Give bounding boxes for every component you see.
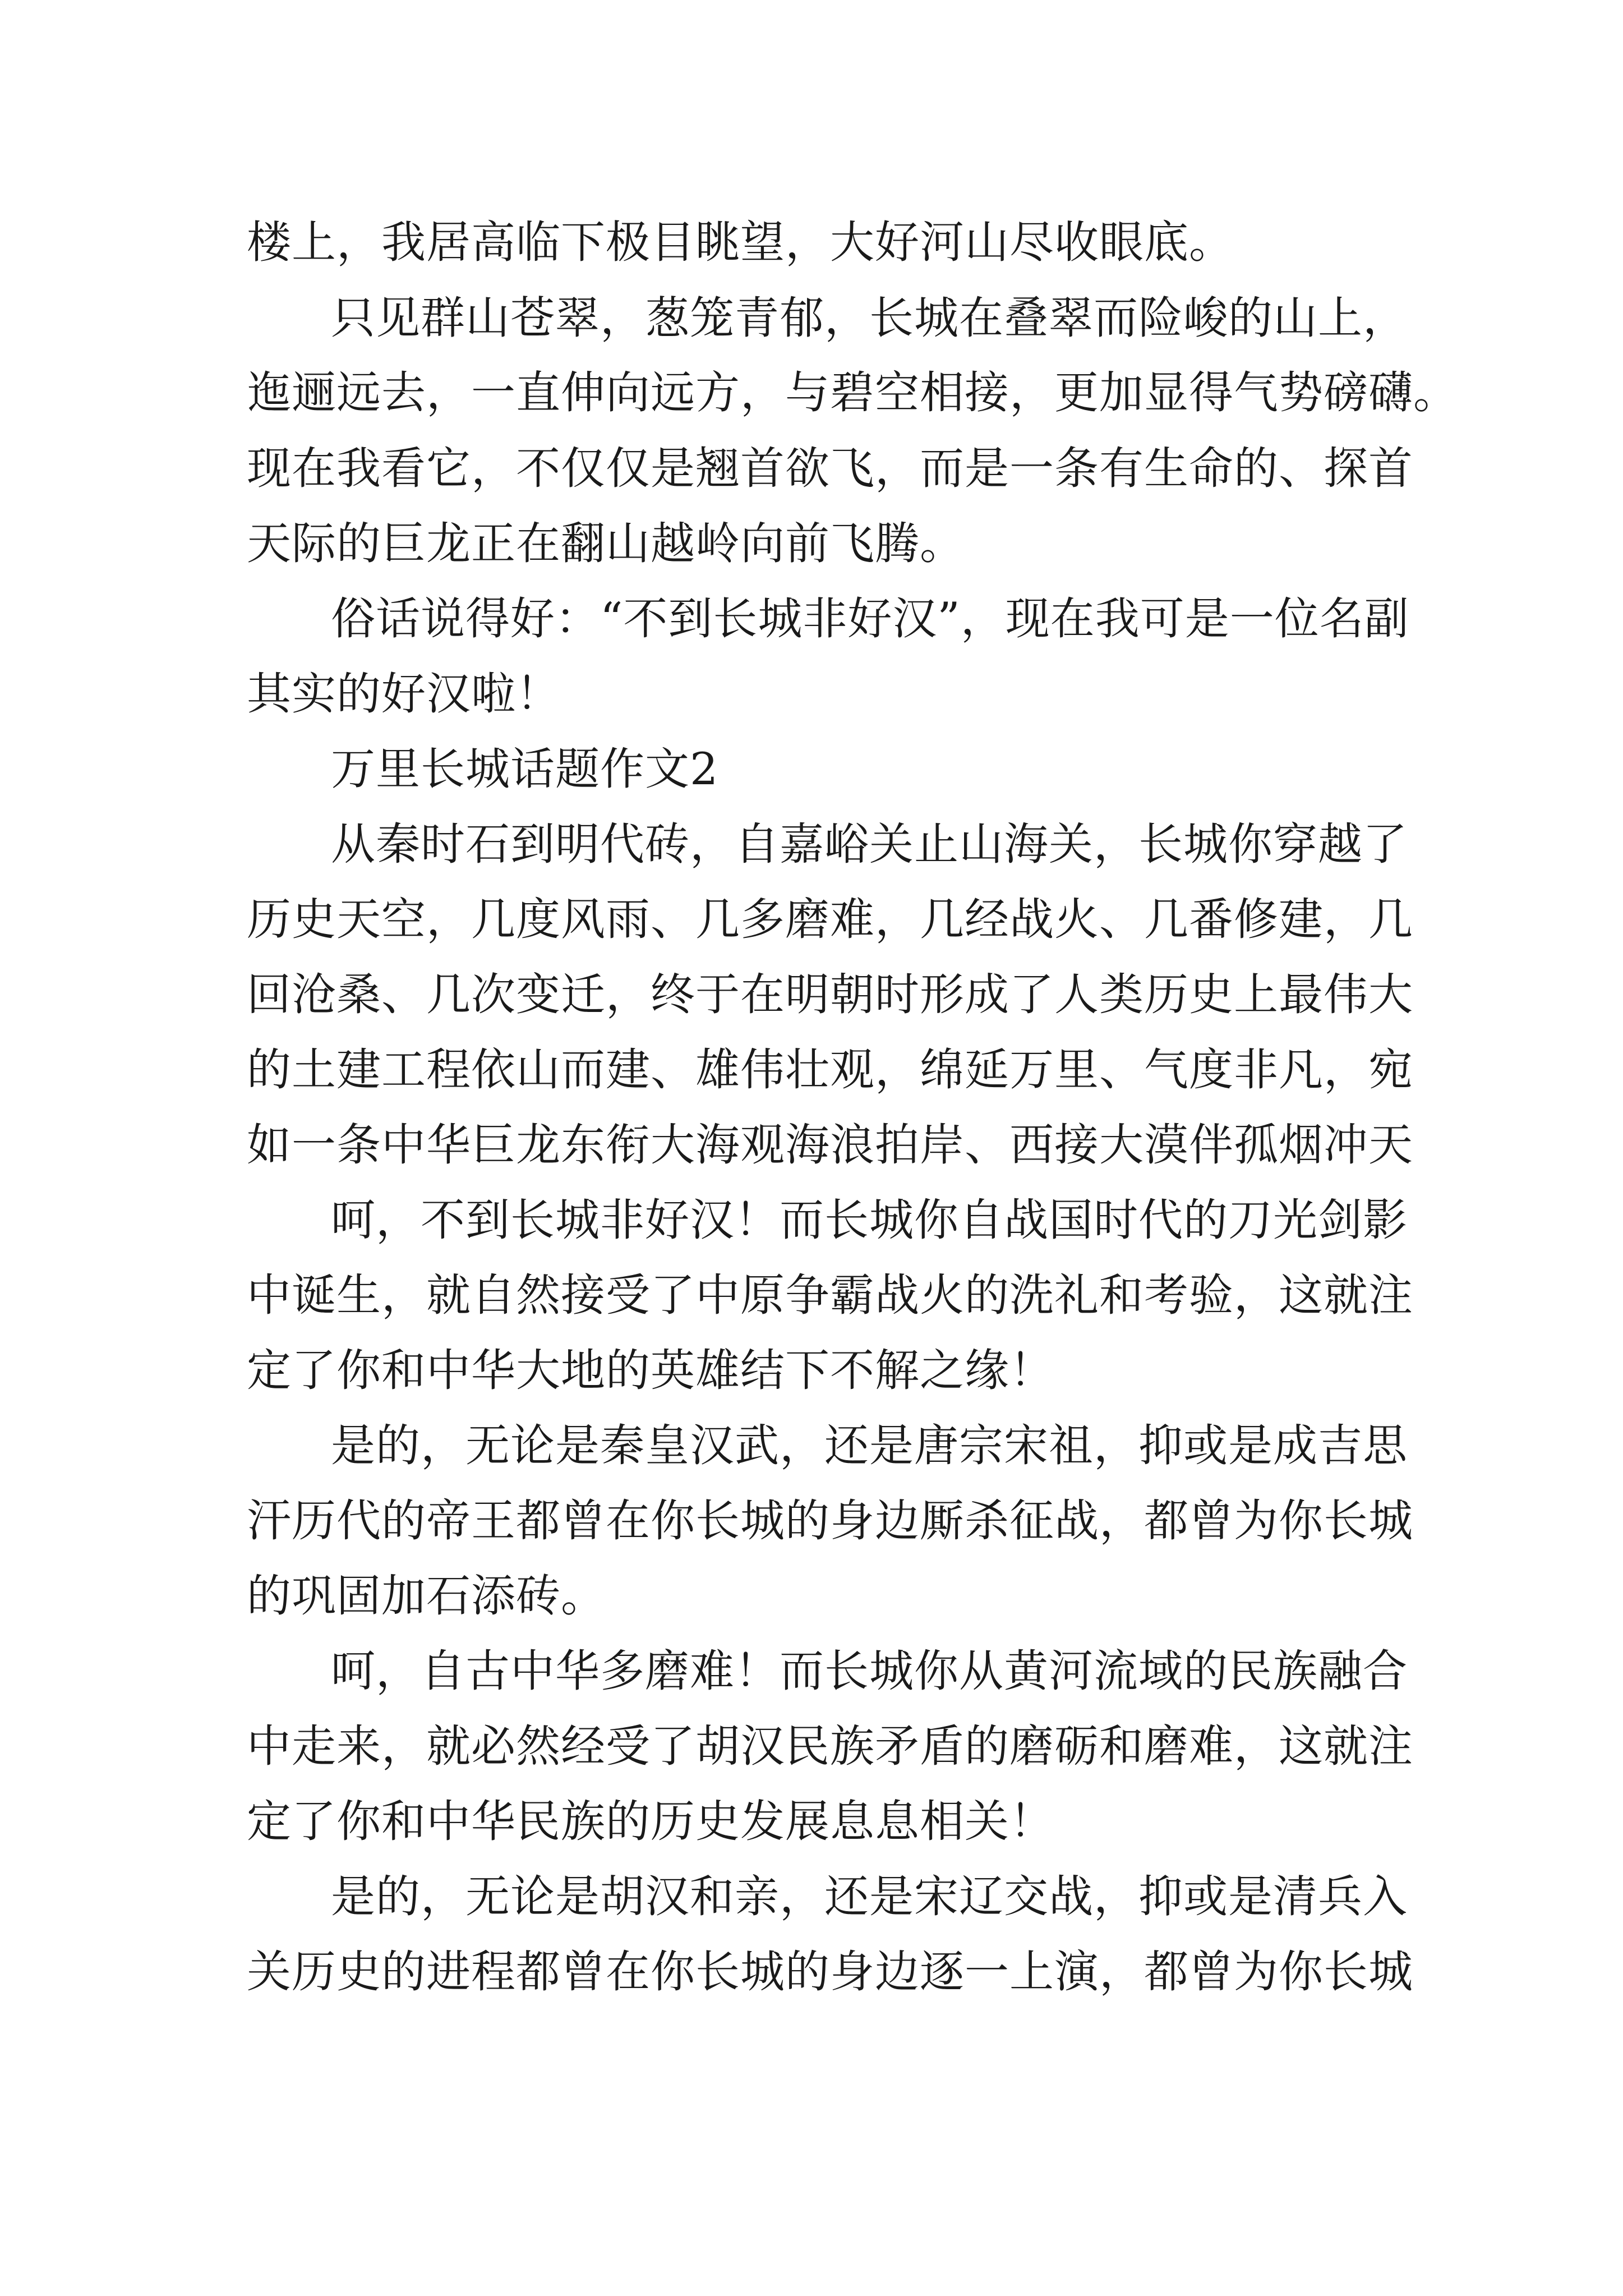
text-line: 的土建工程依山而建、雄伟壮观，绵延万里、气度非凡，宛 <box>247 1044 1413 1096</box>
text-line: 定了你和中华民族的历史发展息息相关！ <box>247 1796 1054 1847</box>
text-line: 历史天空，几度风雨、几多磨难，几经战火、几番修建，几 <box>247 894 1413 945</box>
text-line: 是的，无论是秦皇汉武，还是唐宗宋祖，抑或是成吉思 <box>331 1420 1408 1471</box>
text-line: 关历史的进程都曾在你长城的身边逐一上演，都曾为你长城 <box>247 1946 1413 1998</box>
text-line: 迤逦远去，一直伸向远方，与碧空相接，更加显得气势磅礴。 <box>247 367 1458 418</box>
text-line: 呵，不到长城非好汉！而长城你自战国时代的刀光剑影 <box>331 1194 1408 1246</box>
text-line: 中走来，就必然经受了胡汉民族矛盾的磨砺和磨难，这就注 <box>247 1720 1413 1772</box>
text-line: 现在我看它，不仅仅是翘首欲飞，而是一条有生命的、探首 <box>247 443 1413 494</box>
text-line: 楼上，我居高临下极目眺望，大好河山尽收眼底。 <box>247 217 1234 268</box>
text-line: 其实的好汉啦！ <box>247 668 561 720</box>
text-line: 从秦时石到明代砖，自嘉峪关止山海关，长城你穿越了 <box>331 818 1408 870</box>
text-line: 汗历代的帝王都曾在你长城的身边厮杀征战，都曾为你长城 <box>247 1495 1413 1547</box>
text-line: 回沧桑、几次变迁，终于在明朝时形成了人类历史上最伟大 <box>247 969 1413 1020</box>
text-line: 只见群山苍翠，葱笼青郁，长城在叠翠而险峻的山上， <box>331 292 1408 344</box>
text-line: 是的，无论是胡汉和亲，还是宋辽交战，抑或是清兵入 <box>331 1871 1408 1922</box>
text-line: 的巩固加石添砖。 <box>247 1570 606 1622</box>
text-line: 俗话说得好：“不到长城非好汉”，现在我可是一位名副 <box>331 593 1409 645</box>
text-line: 定了你和中华大地的英雄结下不解之缘！ <box>247 1345 1054 1396</box>
text-line: 如一条中华巨龙东衔大海观海浪拍岸、西接大漠伴孤烟冲天 <box>247 1119 1413 1171</box>
section-heading: 万里长城话题作文2 <box>331 743 719 795</box>
text-line: 中诞生，就自然接受了中原争霸战火的洗礼和考验，这就注 <box>247 1269 1413 1321</box>
text-line: 呵，自古中华多磨难！而长城你从黄河流域的民族融合 <box>331 1645 1408 1697</box>
text-line: 天际的巨龙正在翻山越岭向前飞腾。 <box>247 518 965 569</box>
